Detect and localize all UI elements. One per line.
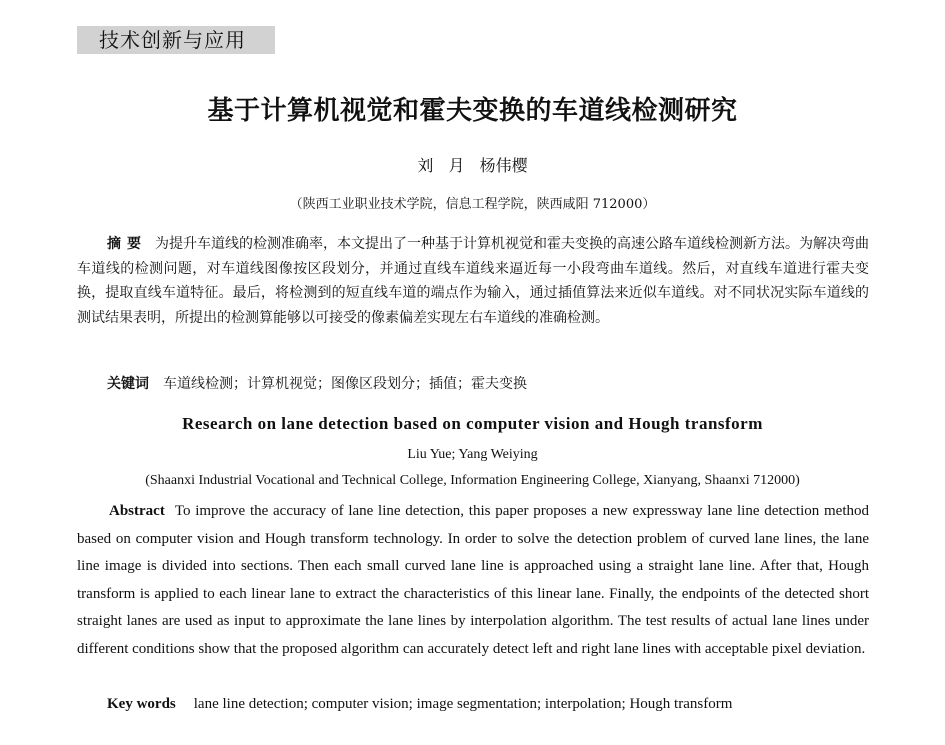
english-keywords-label: Key words [107, 696, 176, 712]
chinese-title: 基于计算机视觉和霍夫变换的车道线检测研究 [207, 96, 738, 126]
chinese-abstract-label: 摘要 [107, 236, 147, 252]
chinese-abstract-text: 为提升车道线的检测准确率，本文提出了一种基于计算机视觉和霍夫变换的高速公路车道线检测新方法。为解决弯曲车道线的检测问题，对车道线图像按区段划分，并通过直线车道线来逼近每一小段弯曲车道线。然后，对直线车道进行霍夫变换，提取直线车道特征。最后，将检测到的短直线车道的端点作为输入，通过插值算法来近似车道线。对不同状况实际车道线的测试结果表明，所提出的检测算能够以可接受的像素偏差实现左右车道线的准确检测。 [77, 236, 869, 326]
chinese-keywords-label: 关键词 [107, 376, 149, 392]
chinese-keywords [107, 372, 867, 396]
english-abstract-text: To improve the accuracy of lane line detection, this paper proposes a new expressway lane line detection method based on computer vision and Hough transform technology. In order to solve the detection problem of curved lane lines, the lane line image is divided into sections. Then each small curved lane line is approached using a straight lane line. After that, Hough transform is applied to each linear lane to extract the characteristics of this linear lane. Finally, the endpoints of the detected short straight lanes are used as input to approximate the lane lines by interpolation algorithm. The test results of actual lane lines under different conditions show that the proposed algorithm can accurately detect left and right lane lines with acceptable pixel deviation. [77, 503, 869, 657]
chinese-keywords-text: 车道线检测；计算机视觉；图像区段划分；插值；霍夫变换 [163, 376, 527, 392]
english-abstract-label: Abstract [109, 503, 165, 519]
chinese-affiliation: （陕西工业职业技术学院，信息工程学院，陕西咸阳 712000） [289, 197, 656, 212]
chinese-abstract [77, 232, 869, 330]
english-keywords [107, 692, 867, 716]
section-tag: 技术创新与应用 [77, 26, 275, 54]
english-title: Research on lane detection based on computer vision and Hough transform [182, 414, 763, 433]
chinese-authors: 刘 月 杨伟樱 [417, 156, 528, 175]
english-abstract [77, 498, 869, 664]
english-authors: Liu Yue; Yang Weiying [407, 447, 538, 462]
english-affiliation: (Shaanxi Industrial Vocational and Technical College, Information Engineering College, Xianyang, Shaanxi 712000) [145, 473, 800, 488]
english-keywords-text: lane line detection; computer vision; image segmentation; interpolation; Hough transform [193, 696, 733, 712]
